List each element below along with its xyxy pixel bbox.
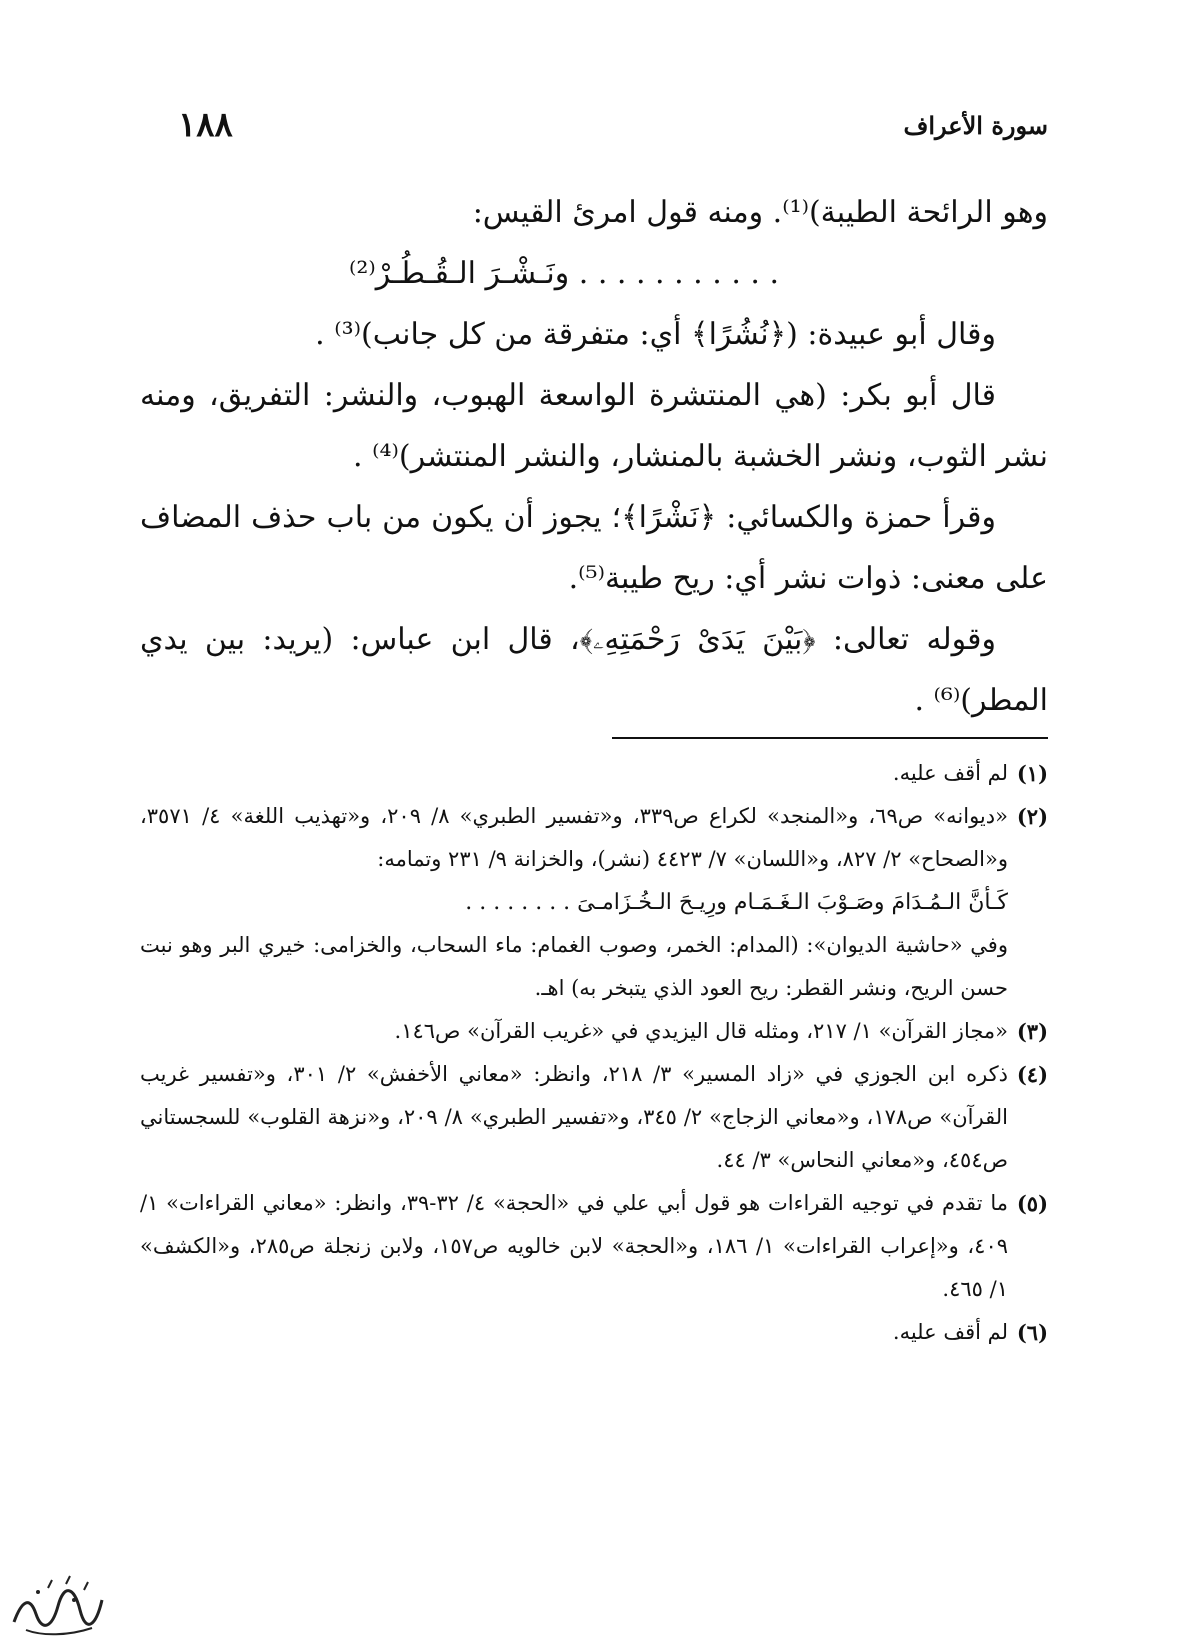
footnote-1 (140, 752, 1048, 795)
footnote-number: (١) (1016, 761, 1048, 786)
footnote-number: (٦) (1016, 1320, 1048, 1345)
footnote-text: «مجاز القرآن» ١/ ٢١٧، ومثله قال اليزيدي في «غريب القرآن» ص١٤٦. (394, 1019, 1008, 1043)
footnote-3 (140, 1010, 1048, 1053)
footnote-text: لم أقف عليه. (892, 1320, 1008, 1344)
footnote-divider (612, 737, 1048, 739)
calligraphy-logo (8, 1570, 108, 1638)
main-text (140, 182, 1048, 731)
footnote-number: (٥) (1016, 1191, 1048, 1216)
footnote-2 (140, 795, 1048, 1010)
footnote-text: ما تقدم في توجيه القراءات هو قول أبي علي في «الحجة» ٤/ ٣٢-٣٩، وانظر: «معاني القراءات» ١/ ٤٠٩، و«إعراب القراءات» ١/ ١٨٦، و«الحجة» لابن خالويه ص١٥٧، ولابن زنجلة ص٢٨٥، و«الكشف» ١/ ٤٦٥. (140, 1191, 1009, 1301)
poetry-verse: . . . . . . . . . . . ونَـشْـرَ الـقُـطُـرْ⁽²⁾ (348, 256, 780, 291)
footnote-text: لم أقف عليه. (892, 761, 1008, 785)
footnote-text: وفي «حاشية الديوان»: (المدام: الخمر، وصوب الغمام: ماء السحاب، والخزامى: خيري البر وهو نبت حسن الريح، ونشر القطر: ريح العود الذي يتبخر به) اهـ. (140, 933, 1008, 1000)
footnote-poem-line: كَـأنَّ الـمُـدَامَ وصَـوْبَ الـغَـمَـام ورِيـحَ الـخُـزَامـىَ . . . . . . . . (465, 890, 1008, 915)
footnotes (140, 752, 1048, 1354)
page-number: ١٨٨ (178, 105, 233, 145)
main-paragraph-2: وقال أبو عبيدة: (﴿نُشُرًا﴾ أي: متفرقة من كل جانب)⁽³⁾ . (315, 317, 996, 352)
page-header (178, 100, 1048, 150)
main-paragraph-1: وهو الرائحة الطيبة)⁽¹⁾. ومنه قول امرئ القيس: (472, 195, 1048, 230)
footnote-number: (٣) (1016, 1019, 1048, 1044)
footnote-number: (٤) (1016, 1062, 1048, 1087)
footnote-5 (140, 1182, 1048, 1311)
surah-title: سورة الأعراف (903, 110, 1048, 140)
footnote-6 (140, 1311, 1048, 1354)
footnote-text: ذكره ابن الجوزي في «زاد المسير» ٣/ ٢١٨، وانظر: «معاني الأخفش» ٢/ ٣٠١، و«تفسير غريب القرآن» ص١٧٨، و«معاني الزجاج» ٢/ ٣٤٥، و«تفسير الطبري» ٨/ ٢٠٩، و«نزهة القلوب» للسجستاني ص٤٥٤، و«معاني النحاس» ٣/ ٤٤. (140, 1062, 1009, 1172)
main-paragraph-3: قال أبو بكر: (هي المنتشرة الواسعة الهبوب، والنشر: التفريق، ومنه نشر الثوب، ونشر الخشبة بالمنشار، والنشر المنتشر)⁽⁴⁾ . (140, 378, 1048, 474)
footnote-4 (140, 1053, 1048, 1182)
main-paragraph-4: وقرأ حمزة والكسائي: ﴿نَشْرًا﴾؛ يجوز أن يكون من باب حذف المضاف على معنى: ذوات نشر أي: ريح طيبة⁽⁵⁾. (140, 500, 1048, 596)
main-paragraph-5: وقوله تعالى: ﴿بَيْنَ يَدَىْ رَحْمَتِهِۦ﴾، قال ابن عباس: (يريد: بين يدي المطر)⁽⁶⁾ . (140, 622, 1048, 718)
footnote-text: «ديوانه» ص٦٩، و«المنجد» لكراع ص٣٣٩، و«تفسير الطبري» ٨/ ٢٠٩، و«تهذيب اللغة» ٤/ ٣٥٧١، و«الصحاح» ٢/ ٨٢٧، و«اللسان» ٧/ ٤٤٢٣ (نشر)، والخزانة ٩/ ٢٣١ وتمامه: (140, 804, 1008, 871)
footnote-number: (٢) (1016, 804, 1048, 829)
